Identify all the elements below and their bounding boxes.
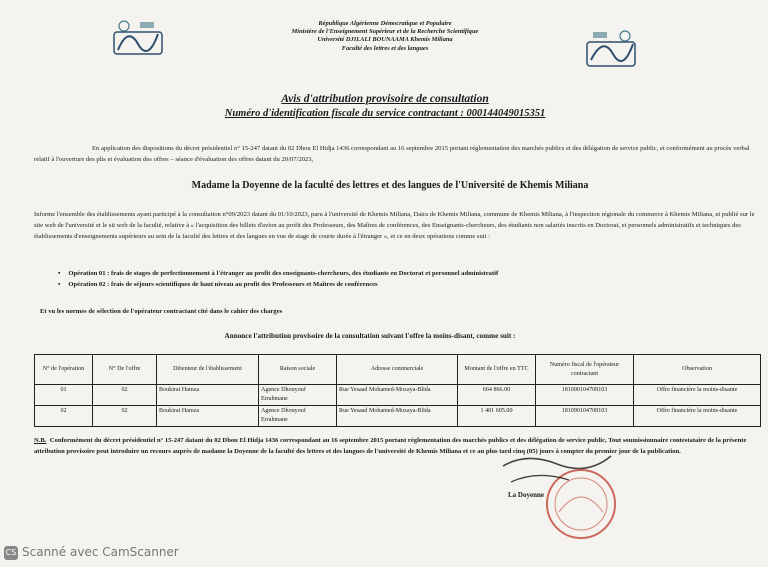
table-cell: Rue Yesaad Mohamed-Mozaya-Blida [337, 406, 458, 427]
operations-list [58, 269, 718, 291]
doyenne-heading: Madame la Doyenne de la faculté des lettres et des langues de l'Université de Khemis Miliana [191, 180, 589, 191]
normes-paragraph: Et vu les normes de sélection de l'opérateur contractant cité dans le cahier des charges [40, 308, 283, 315]
camscanner-watermark [4, 545, 179, 560]
table-header: N° De l'offre [93, 355, 157, 385]
table-row [35, 385, 761, 406]
inform-paragraph: Informe l'ensemble des établissements ayant participé à la consultation n°09/2023 datant du 01/10/2023, paru à l'université de Khemis Miliana, Daira de Khemis Miliana, commune de Khemis Miliana, à l'inspection régionale du commerce à Khemis Miliana, et publié sur le site web de l'université et le sit web de la faculté, relative à « l'acquisition des billets d'avion au profit des Professeurs, des Maîtres de conférences, des Enseignants-chercheurs, des étudiants non salariés inscrits en Doctorat, et personnels administratifs et techniques des établissements d'enseignements supérieurs au sein de la faculté des lettres et des langues en vue de stage de courte durée à l'étranger », et ce en deux opérations comme suit : [34, 211, 755, 240]
header-line: République Algérienne Démocratique et Populaire [318, 20, 452, 27]
table-header: Raison sociale [259, 355, 337, 385]
table-cell: Agence Dhouyouf Errahmane [259, 406, 337, 427]
table-cell: 181090104708103 [536, 406, 634, 427]
table-cell: Offre financière la moins-disante [634, 406, 761, 427]
table-cell: 664 866.00 [458, 385, 536, 406]
table-header-row [35, 355, 761, 385]
table-header: N° de l'opération [35, 355, 93, 385]
table-cell: 01 [35, 385, 93, 406]
camscanner-label: Scanné avec CamScanner [22, 545, 179, 559]
document-title: Avis d'attribution provisoire de consultation [281, 93, 489, 105]
header-line: Université DJILALI BOUNAAMA Khemis Miliana [317, 36, 453, 44]
institution-header [230, 20, 540, 53]
table-cell: 02 [35, 406, 93, 427]
table-cell: 1 401 605.00 [458, 406, 536, 427]
document-subtitle: Numéro d'identification fiscale du service contractant : 000144049015351 [224, 108, 546, 119]
table-header: Numéro fiscal de l'opérateur contractant [536, 355, 634, 385]
attribution-table [34, 354, 761, 427]
table-cell: Agence Dhouyouf Errahmane [259, 385, 337, 406]
table-header: Détenteur de l'établissement [157, 355, 259, 385]
university-logo-right [583, 26, 639, 74]
table-cell: Offre financière la moins-disante [634, 385, 761, 406]
operation-item: ▪ Opération 01 : frais de stages de perfectionnement à l'étranger au profit des enseignants-chercheurs, des étudiants en Doctorat et personnel administratif [58, 269, 718, 280]
camscanner-icon: CS [4, 546, 18, 560]
nb-label: N.B. [34, 437, 47, 444]
operation-item: ▪ Opération 02 : frais de séjours scientifiques de haut niveau au profit des Professeurs et Maîtres de conférences [58, 280, 718, 291]
signature-title: La Doyenne [508, 491, 544, 499]
nb-paragraph [34, 436, 761, 458]
table-cell: 02 [93, 406, 157, 427]
table-cell: 181090104708103 [536, 385, 634, 406]
header-line: Faculté des lettres et des langues [341, 44, 429, 52]
table-cell: Boukirat Hamza [157, 385, 259, 406]
table-cell: Rue Yesaad Mohamed-Mozaya-Blida [337, 385, 458, 406]
nb-text: Conformément du décret présidentiel n° 15-247 datant du 02 Dhou El Hidja 1436 correspondant au 16 septembre 2015 portant réglementation des marchés publics et des délégation de service public, Tout soumissionnaire contestataire de la présente attribution provisoire peut introduire un recours auprès de madame la Doyenne de la faculté des lettres et des langues de l'université de Khemis Miliana et ce au plus tard cinq (05) jours à compter du premier jour de la publication. [34, 437, 747, 455]
header-line: Ministère de l'Enseignement Supérieur et de la Recherche Scientifique [291, 28, 479, 36]
table-header: Adresse commerciale [337, 355, 458, 385]
annonce-heading: Annonce l'attribution provisoire de la consultation suivant l'offre la moins-disant, comme suit : [224, 332, 516, 340]
table-row [35, 406, 761, 427]
table-cell: Boukirat Hamza [157, 406, 259, 427]
university-logo-left [110, 14, 166, 62]
intro-paragraph: En application des dispositions du décret présidentiel n° 15-247 datant du 02 Dhou El Hidja 1436 correspondant au 16 septembre 2015 portant réglementation des marchés publics et des délégation de service public, et conformément au procès verbal relatif à l'ouverture des plis et évaluation des offres – séance d'évaluation des offres datant du 20/07/2023, [34, 145, 750, 163]
table-header: Observation [634, 355, 761, 385]
table-header: Montant de l'offre en TTC [458, 355, 536, 385]
table-cell: 02 [93, 385, 157, 406]
